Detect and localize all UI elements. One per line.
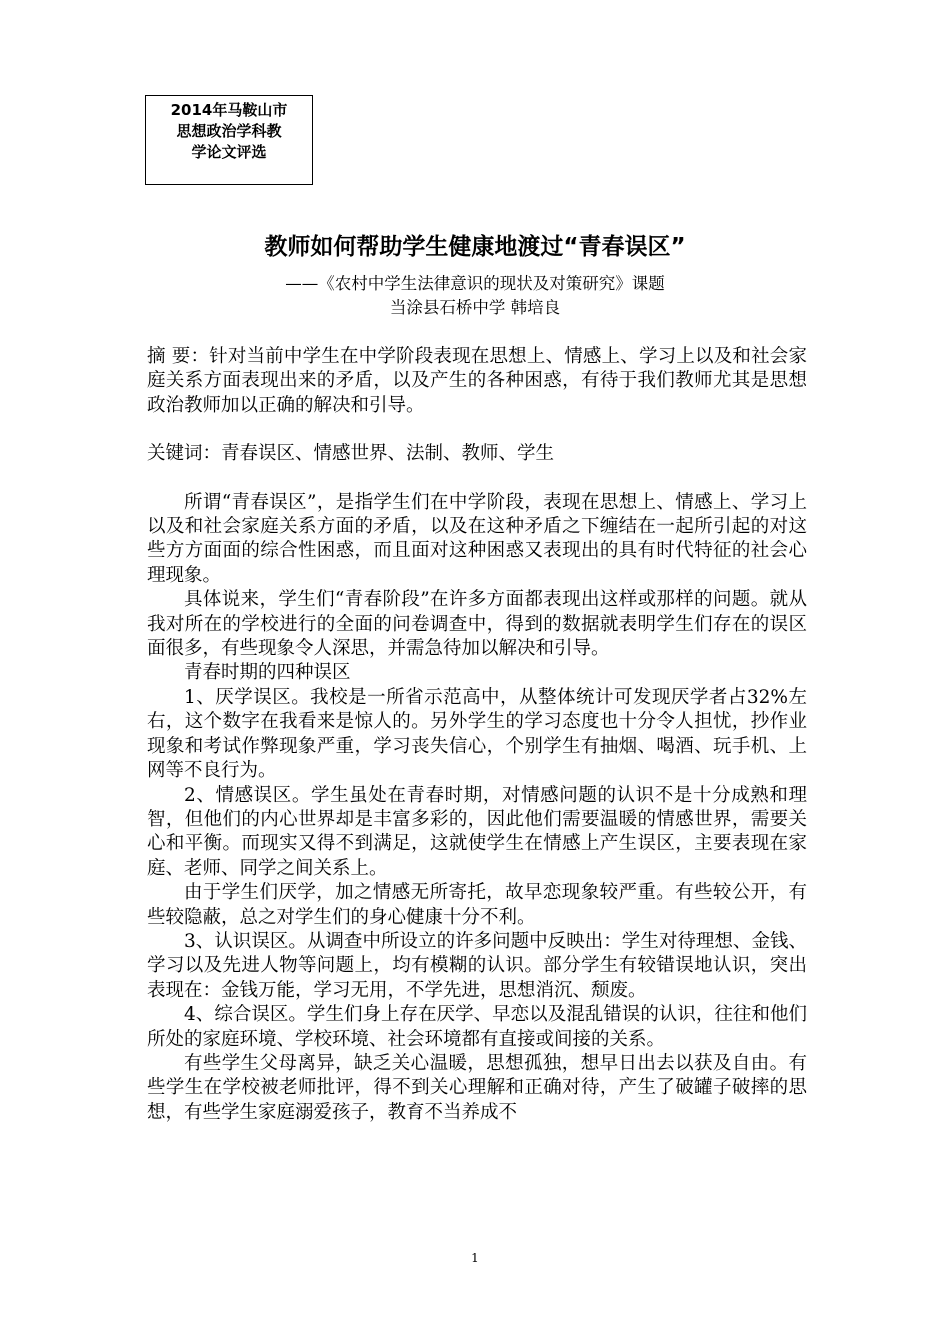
body-paragraph: 1、厌学误区。我校是一所省示范高中，从整体统计可发现厌学者占32%左右，这个数字在我看来是惊人的。另外学生的学习态度也十分令人担忧，抄作业现象和考试作弊现象严重，学习丧失信心，个别学生有抽烟、喝酒、玩手机、上网等不良行为。 [147, 686, 807, 782]
document-subtitle: ——《农村中学生法律意识的现状及对策研究》课题 [285, 274, 665, 293]
body-paragraph: 4、综合误区。学生们身上存在厌学、早恋以及混乱错误的认识，往往和他们所处的家庭环境、学校环境、社会环境都有直接或间接的关系。 [147, 1004, 807, 1050]
body-paragraph: 具体说来，学生们“青春阶段”在许多方面都表现出这样或那样的问题。就从我对所在的学校进行的全面的问卷调查中，得到的数据就表明学生们存在的误区面很多，有些现象令人深思，并需急待加以解决和引导。 [147, 589, 807, 660]
keywords-line: 关键词：青春误区、情感世界、法制、教师、学生 [147, 443, 555, 465]
body-paragraph: 由于学生们厌学，加之情感无所寄托，故早恋现象较严重。有些较公开，有些较隐蔽，总之对学生们的身心健康十分不利。 [147, 882, 807, 928]
body-paragraph: 3、认识误区。从调查中所设立的许多问题中反映出：学生对待理想、金钱、学习以及先进人物等问题上，均有模糊的认识。部分学生有较错误地认识，突出表现在：金钱万能，学习无用，不学先进，思想消沉、颓废。 [147, 930, 807, 1001]
page-number: 1 [471, 1251, 479, 1265]
body-paragraph: 有些学生父母离异，缺乏关心温暖，思想孤独，想早日出去以获及自由。有些学生在学校被老师批评，得不到关心理解和正确对待，产生了破罐子破摔的思想，有些学生家庭溺爱孩子，教育不当养成不 [147, 1052, 807, 1123]
section-heading: 青春时期的四种误区 [184, 662, 351, 684]
stamp-line: 2014年马鞍山市 [170, 101, 288, 119]
stamp-line: 学论文评选 [191, 143, 267, 161]
document-author: 当涂县石桥中学 韩培良 [389, 298, 561, 317]
document-title: 教师如何帮助学生健康地渡过“青春误区” [264, 234, 686, 260]
essay-competition-stamp [145, 95, 313, 185]
body-paragraph: 2、情感误区。学生虽处在青春时期，对情感问题的认识不是十分成熟和理智，但他们的内心世界却是丰富多彩的，因此他们需要温暖的情感世界，需要关心和平衡。而现实又得不到满足，这就使学生在情感上产生误区，主要表现在家庭、老师、同学之间关系上。 [147, 784, 807, 879]
body-paragraph: 所谓“青春误区”，是指学生们在中学阶段，表现在思想上、情感上、学习上以及和社会家庭关系方面的矛盾，以及在这种矛盾之下缠结在一起所引起的对这些方方面面的综合性困惑，而且面对这种困惑又表现出的具有时代特征的社会心理现象。 [147, 491, 807, 586]
document-body [147, 345, 807, 1125]
abstract-paragraph: 摘 要：针对当前中学生在中学阶段表现在思想上、情感上、学习上以及和社会家庭关系方面表现出来的矛盾，以及产生的各种困惑，有待于我们教师尤其是思想政治教师加以正确的解决和引导。 [147, 346, 807, 416]
stamp-line: 思想政治学科教 [176, 122, 282, 140]
